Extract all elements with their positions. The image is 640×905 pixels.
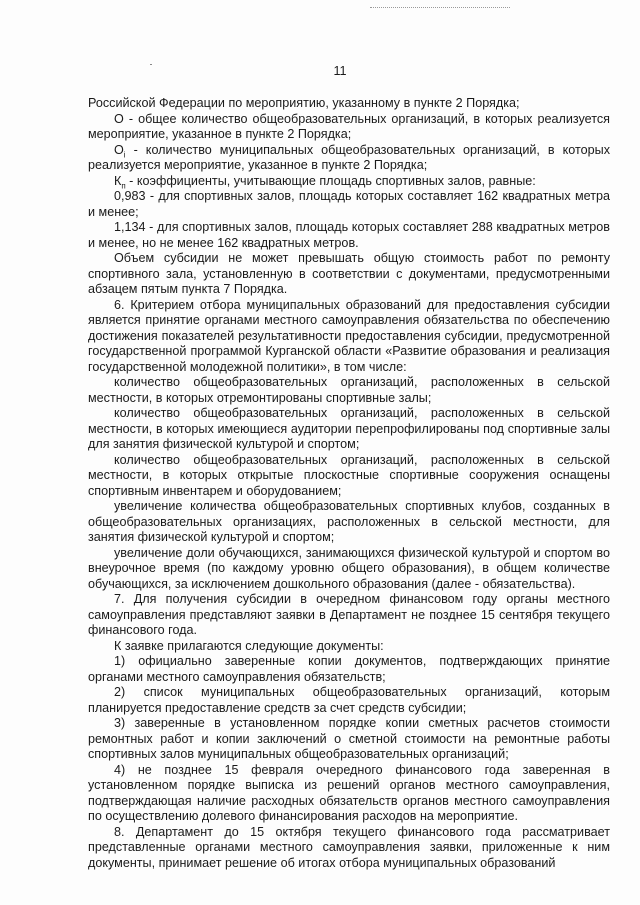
- paragraph: [88, 112, 610, 143]
- paragraph-text: 7. Для получения субсидии в очередном финансовом году органы местного самоуправления представляют заявки в Департамент не позднее 15 сентября текущего финансового года.: [88, 592, 610, 637]
- paragraph: [88, 406, 610, 453]
- subscript-text: п: [121, 181, 126, 191]
- paragraph: [88, 763, 610, 825]
- paragraph-text: 0,983 - для спортивных залов, площадь которых составляет 162 квадратных метра и менее;: [88, 189, 610, 219]
- paragraph: [88, 825, 610, 872]
- document-body: [88, 96, 610, 871]
- paragraph-text: 6. Критерием отбора муниципальных образований для предоставления субсидии является принятие органами местного самоуправления обязательства по обеспечению достижения показателей результативности предоставления субсидии, предусмотренной государственной программой Курганской области «Развитие образования и реализация государственной молодежной политики», в том числе:: [88, 297, 610, 374]
- paragraph-text: 1,134 - для спортивных залов, площадь которых составляет 288 квадратных метров и менее, но не менее 162 квадратных метров.: [88, 220, 610, 250]
- subscript-text: i: [123, 150, 126, 160]
- paragraph-text: О: [114, 142, 124, 157]
- paragraph-text: 8. Департамент до 15 октября текущего финансового года рассматривает представленные органами местного самоуправления заявки, приложенные к ним документы, принимает решение об итогах отбора муниципальных образований: [88, 824, 610, 870]
- paragraph-text: Российской Федерации по мероприятию, указанному в пункте 2 Порядка;: [88, 96, 520, 110]
- paragraph: [88, 453, 610, 500]
- paragraph: [88, 685, 610, 716]
- paragraph-text: 3) заверенные в установленном порядке копии сметных расчетов стоимости ремонтных работ и копии заключений о сметной стоимости на ремонтные работы спортивных залов муниципальных общеобразовательных организаций;: [88, 716, 610, 761]
- paragraph: [88, 96, 610, 112]
- paragraph-text: - количество муниципальных общеобразовательных организаций, в которых реализуется мероприятие, указанное в пункте 2 Порядка;: [88, 142, 610, 172]
- paragraph-text: количество общеобразовательных организаций, расположенных в сельской местности, в которых отремонтированы спортивные залы;: [88, 375, 610, 405]
- paragraph-text: количество общеобразовательных организаций, расположенных в сельской местности, в которых открытые плоскостные спортивные сооружения оснащены спортивным инвентарем и оборудованием;: [88, 452, 610, 498]
- paragraph-text: - коэффициенты, учитывающие площадь спортивных залов, равные:: [125, 173, 536, 188]
- paragraph-text: количество общеобразовательных организаций, расположенных в сельской местности, в которых имеющиеся аудитории перепрофилированы под спортивные залы для занятия физической культурой и спортом;: [88, 406, 610, 451]
- paragraph: [88, 716, 610, 763]
- paragraph: [88, 251, 610, 298]
- paragraph-text: К: [114, 173, 122, 188]
- paragraph-text: 4) не позднее 15 февраля очередного финансового года заверенная в установленном порядке выписка из решений органов местного самоуправления, подтверждающая наличие расходных обязательств органов местного самоуправления по осуществлению долевого финансирования расходов на мероприятие.: [88, 762, 610, 823]
- scan-edge-line: [370, 7, 510, 8]
- paragraph: [88, 143, 610, 174]
- paragraph-text: увеличение количества общеобразовательных спортивных клубов, созданных в общеобразовательных организациях, расположенных в сельской местности, для занятия физической культурой и спортом;: [88, 499, 610, 544]
- paragraph-text: О - общее количество общеобразовательных организаций, в которых реализуется мероприятие, указанное в пункте 2 Порядка;: [88, 111, 610, 141]
- paragraph: [88, 546, 610, 593]
- paragraph: [88, 220, 610, 251]
- paragraph: [88, 298, 610, 376]
- paragraph-text: 1) официально заверенные копии документов, подтверждающих принятие органами местного самоуправления обязательств;: [88, 654, 610, 684]
- paragraph: [88, 189, 610, 220]
- paragraph: [88, 654, 610, 685]
- paragraph-text: увеличение доли обучающихся, занимающихся физической культурой и спортом во внеурочное время (по каждому уровню общего образования), в общем количестве обучающихся, за исключением дошкольного образования (далее - обязательства).: [88, 545, 610, 591]
- paragraph: [88, 499, 610, 546]
- page-number: 11: [333, 64, 347, 78]
- paragraph: [88, 174, 610, 190]
- paragraph: [88, 375, 610, 406]
- paragraph-text: Объем субсидии не может превышать общую стоимость работ по ремонту спортивного зала, установленную в соответствии с документами, предусмотренными абзацем пятым пункта 7 Порядка.: [88, 251, 610, 296]
- paragraph: [88, 639, 610, 655]
- paragraph-text: К заявке прилагаются следующие документы:: [114, 638, 384, 653]
- paragraph: [88, 592, 610, 639]
- paragraph-text: 2) список муниципальных общеобразовательных организаций, которым планируется предоставление средств за счет средств субсидии;: [88, 685, 610, 715]
